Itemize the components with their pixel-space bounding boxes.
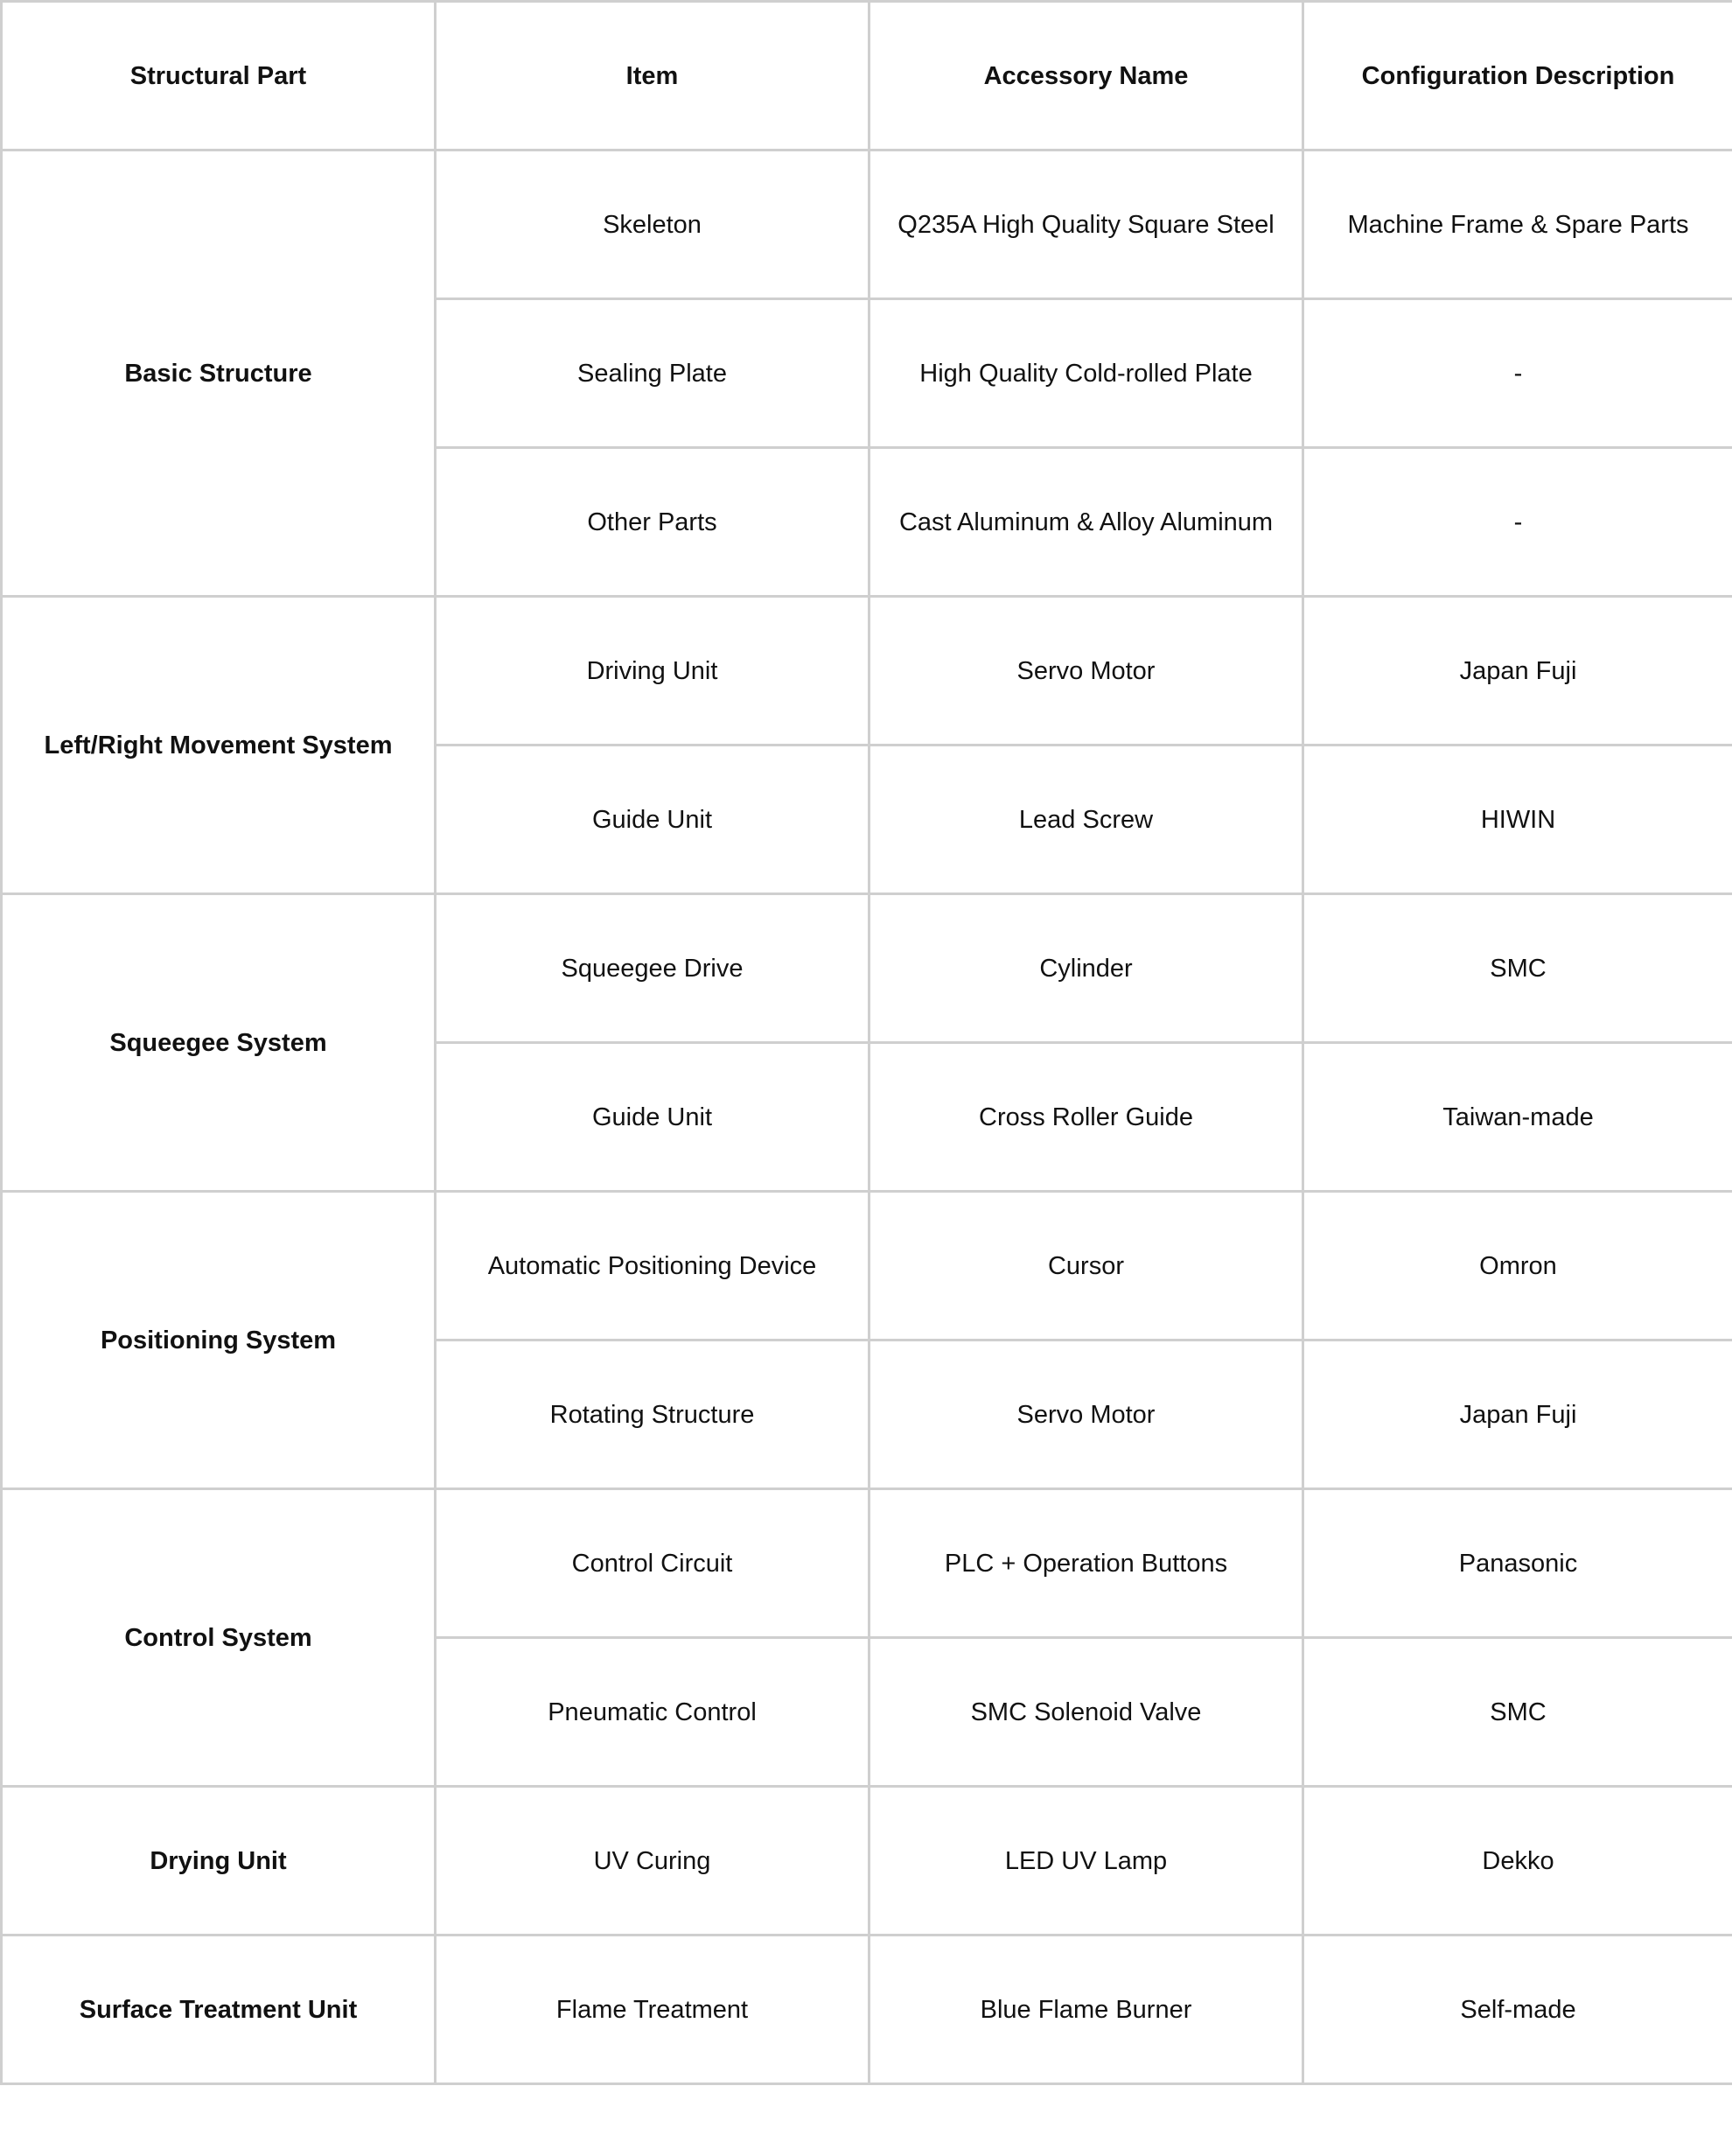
header-row — [2, 2, 1732, 150]
accessory-cell: Servo Motor — [869, 597, 1303, 746]
header-structural-part: Structural Part — [2, 2, 436, 150]
table-row — [2, 894, 1732, 1043]
structural-part-cell: Basic Structure — [2, 150, 436, 597]
item-cell: Flame Treatment — [436, 1936, 869, 2084]
accessory-cell: LED UV Lamp — [869, 1787, 1303, 1936]
structural-part-cell: Positioning System — [2, 1192, 436, 1489]
header-accessory-name: Accessory Name — [869, 2, 1303, 150]
configuration-cell: Japan Fuji — [1303, 1340, 1732, 1489]
header-configuration-description: Configuration Description — [1303, 2, 1732, 150]
configuration-cell: Dekko — [1303, 1787, 1732, 1936]
item-cell: Other Parts — [436, 448, 869, 597]
structural-part-cell: Left/Right Movement System — [2, 597, 436, 894]
table-body — [2, 150, 1732, 2084]
table-row — [2, 1489, 1732, 1638]
item-cell: Squeegee Drive — [436, 894, 869, 1043]
configuration-cell: Panasonic — [1303, 1489, 1732, 1638]
accessory-cell: Blue Flame Burner — [869, 1936, 1303, 2084]
configuration-cell: Self-made — [1303, 1936, 1732, 2084]
configuration-cell: - — [1303, 448, 1732, 597]
item-cell: Skeleton — [436, 150, 869, 299]
accessory-cell: PLC + Operation Buttons — [869, 1489, 1303, 1638]
table-row — [2, 1936, 1732, 2084]
configuration-cell: - — [1303, 299, 1732, 448]
configuration-cell: HIWIN — [1303, 746, 1732, 894]
configuration-cell: Omron — [1303, 1192, 1732, 1340]
structural-part-cell: Control System — [2, 1489, 436, 1787]
configuration-cell: Machine Frame & Spare Parts — [1303, 150, 1732, 299]
accessory-cell: Cursor — [869, 1192, 1303, 1340]
structural-part-cell: Drying Unit — [2, 1787, 436, 1936]
configuration-cell: SMC — [1303, 1638, 1732, 1787]
item-cell: Sealing Plate — [436, 299, 869, 448]
accessory-cell: SMC Solenoid Valve — [869, 1638, 1303, 1787]
table-row — [2, 1192, 1732, 1340]
configuration-cell: Japan Fuji — [1303, 597, 1732, 746]
item-cell: Automatic Positioning Device — [436, 1192, 869, 1340]
accessory-cell: Cross Roller Guide — [869, 1043, 1303, 1192]
item-cell: Driving Unit — [436, 597, 869, 746]
item-cell: UV Curing — [436, 1787, 869, 1936]
table-row — [2, 150, 1732, 299]
structural-part-cell: Surface Treatment Unit — [2, 1936, 436, 2084]
accessory-cell: Cast Aluminum & Alloy Aluminum — [869, 448, 1303, 597]
accessory-cell: Q235A High Quality Square Steel — [869, 150, 1303, 299]
configuration-cell: SMC — [1303, 894, 1732, 1043]
table-header — [2, 2, 1732, 150]
item-cell: Guide Unit — [436, 1043, 869, 1192]
table-row — [2, 1787, 1732, 1936]
item-cell: Pneumatic Control — [436, 1638, 869, 1787]
accessory-cell: Lead Screw — [869, 746, 1303, 894]
item-cell: Rotating Structure — [436, 1340, 869, 1489]
item-cell: Guide Unit — [436, 746, 869, 894]
table-row — [2, 597, 1732, 746]
structural-part-cell: Squeegee System — [2, 894, 436, 1192]
header-item: Item — [436, 2, 869, 150]
item-cell: Control Circuit — [436, 1489, 869, 1638]
accessory-cell: Servo Motor — [869, 1340, 1303, 1489]
accessory-cell: Cylinder — [869, 894, 1303, 1043]
accessory-cell: High Quality Cold-rolled Plate — [869, 299, 1303, 448]
configuration-cell: Taiwan-made — [1303, 1043, 1732, 1192]
